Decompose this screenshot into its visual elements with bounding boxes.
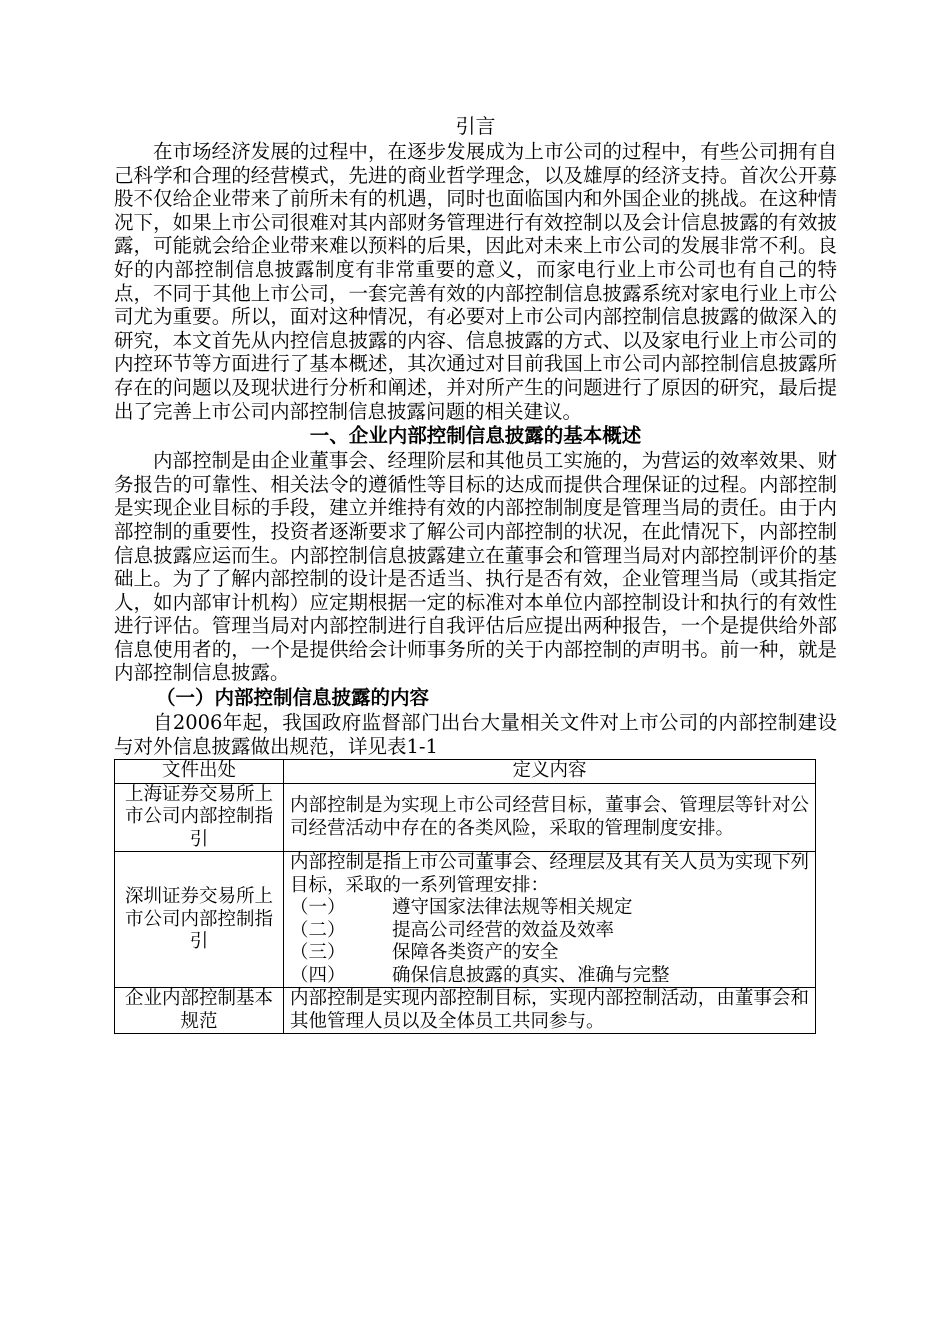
- list-item: [290, 897, 809, 920]
- subsection-1-heading: （一）内部控制信息披露的内容: [156, 686, 430, 710]
- list-item-text: 提高公司经营的效益及效率: [392, 919, 615, 941]
- list-item-number: （一）: [290, 897, 346, 919]
- intro-title: 引言: [455, 114, 496, 138]
- table-cell-definition: 内部控制是为实现上市公司经营目标，董事会、管理层等针对公司经营活动中存在的各类风险，采取的管理制度安排。: [284, 783, 816, 852]
- intro-paragraph: 在市场经济发展的过程中，在逐步发展成为上市公司的过程中，有些公司拥有自己科学和合理的经营模式，先进的商业哲学理念，以及雄厚的经济支持。首次公开募股不仅给企业带来了前所未有的机遇，同时也面临国内和外国企业的挑战。在这种情况下，如果上市公司很难对其内部财务管理进行有效控制以及会计信息披露的有效披露，可能就会给企业带来难以预料的后果，因此对未来上市公司的发展非常不利。良好的内部控制信息披露制度有非常重要的意义，而家电行业上市公司也有自己的特点，不同于其他上市公司，一套完善有效的内部控制信息披露系统对家电行业上市公司尤为重要。所以，面对这种情况，有必要对上市公司内部控制信息披露的做深入的研究，本文首先从内控信息披露的内容、信息披露的方式、以及家电行业上市公司的内控环节等方面进行了基本概述，其次通过对目前我国上市公司内部控制信息披露所存在的问题以及现状进行分析和阐述，并对所产生的问题进行了原因的研究，最后提出了完善上市公司内部控制信息披露问题的相关建议。: [114, 140, 837, 423]
- definition-intro: 内部控制是指上市公司董事会、经理层及其有关人员为实现下列目标，采取的一系列管理安排：: [290, 852, 809, 896]
- definition-table: [114, 759, 816, 1034]
- list-item-number: （二）: [290, 919, 346, 941]
- section-1-heading: 一、企业内部控制信息披露的基本概述: [309, 424, 642, 448]
- list-item: [290, 942, 809, 965]
- list-item: [290, 920, 809, 943]
- list-item-text: 确保信息披露的真实、准确与完整: [392, 964, 670, 986]
- list-item-number: （三）: [290, 942, 346, 964]
- list-item-number: （四）: [290, 964, 346, 986]
- table-cell-definition: [284, 852, 816, 988]
- table-cell-source: 企业内部控制基本规范: [115, 988, 284, 1034]
- table-header-row: [115, 760, 816, 784]
- list-item: [290, 965, 809, 988]
- table-header-definition: 定义内容: [284, 760, 816, 784]
- table-row: [115, 852, 816, 988]
- list-item-text: 保障各类资产的安全: [392, 942, 559, 964]
- table-header-source: 文件出处: [115, 760, 284, 784]
- table-cell-source: 上海证券交易所上市公司内部控制指引: [115, 783, 284, 852]
- table-cell-definition: 内部控制是实现内部控制目标，实现内部控制活动，由董事会和其他管理人员以及全体员工共同参与。: [284, 988, 816, 1034]
- subsection-1-paragraph: 自2006年起，我国政府监督部门出台大量相关文件对上市公司的内部控制建设与对外信息披露做出规范，详见表1-1: [114, 711, 837, 758]
- section-1-paragraph: 内部控制是由企业董事会、经理阶层和其他员工实施的，为营运的效率效果、财务报告的可靠性、相关法令的遵循性等目标的达成而提供合理保证的过程。内部控制是实现企业目标的手段，建立并维持有效的内部控制制度是管理当局的责任。由于内部控制的重要性，投资者逐渐要求了解公司内部控制的状况，在此情况下，内部控制信息披露应运而生。内部控制信息披露建立在董事会和管理当局对内部控制评价的基础上。为了了解内部控制的设计是否适当、执行是否有效，企业管理当局（或其指定人，如内部审计机构）应定期根据一定的标准对本单位内部控制设计和执行的有效性进行评估。管理当局对内部控制进行自我评估后应提出两种报告，一个是提供给外部信息使用者的，一个是提供给会计师事务所的关于内部控制的声明书。前一种，就是内部控制信息披露。: [114, 449, 837, 685]
- page-content: [114, 112, 837, 1034]
- list-item-text: 遵守国家法律法规等相关规定: [392, 897, 633, 919]
- table-cell-source: 深圳证券交易所上市公司内部控制指引: [115, 852, 284, 988]
- table-row: [115, 783, 816, 852]
- table-row: [115, 988, 816, 1034]
